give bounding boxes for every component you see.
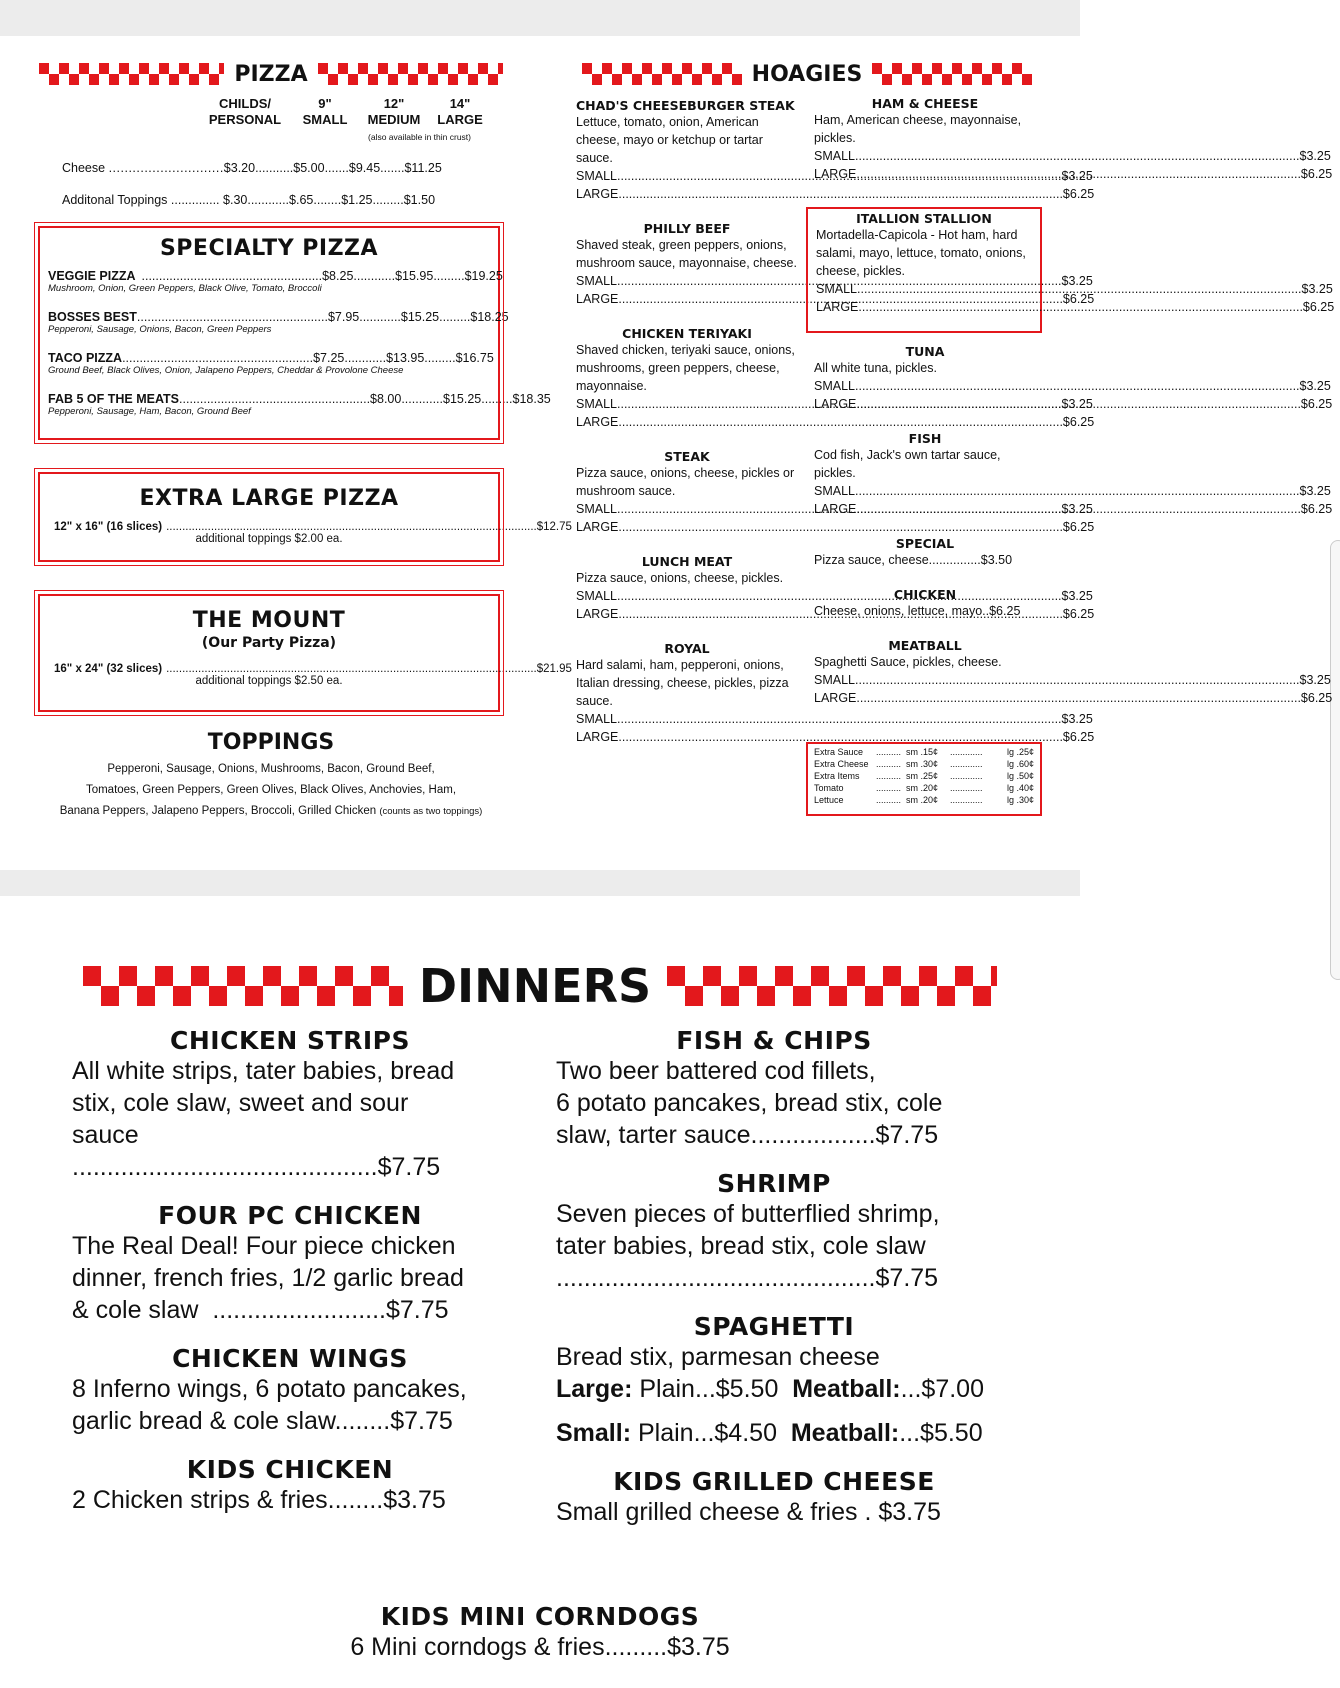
middle-divider-band — [0, 870, 1080, 896]
extras-row: Tomato .......... sm .20¢ ............. lg .40¢ — [814, 783, 1034, 793]
checker-right-icon — [318, 63, 503, 85]
mount-title: THE MOUNT — [192, 608, 346, 633]
hoagies-header — [574, 60, 1040, 88]
mount-row: 16" x 24" (32 slices) .................................................................................................................... $21.95 — [54, 663, 572, 675]
extras-row: Extra Items .......... sm .25¢ ............. lg .50¢ — [814, 771, 1034, 781]
extra-large-title: EXTRA LARGE PIZZA — [139, 486, 399, 511]
checker-right-icon — [872, 63, 1032, 85]
mount-box — [38, 594, 572, 712]
dinner-item: KIDS GRILLED CHEESE Small grilled cheese & fries . $3.75 — [556, 1467, 941, 1526]
col-header-medium: 12" MEDIUM — [367, 96, 421, 127]
toppings-line: Pepperoni, Sausage, Onions, Mushrooms, Bacon, Ground Beef, — [107, 763, 435, 775]
hoagie-item: TUNA All white tuna, pickles. SMALL ..... $3.25 LARGE ..... $6.25 — [814, 344, 1036, 413]
dinner-item: FISH & CHIPS Two beer battered cod fillets, 6 potato pancakes, bread stix, cole slaw, tarter sauce..................$7.75 — [556, 1026, 943, 1149]
pizza-header — [38, 60, 504, 88]
hoagie-item: LUNCH MEAT Pizza sauce, onions, cheese, pickles. SMALL ..... $3.25 LARGE ..... $6.25 — [576, 554, 798, 623]
col-header-large: 14" LARGE — [437, 96, 483, 127]
mount-note: additional toppings $2.50 ea. — [195, 675, 343, 687]
scrollbar[interactable] — [1330, 540, 1340, 980]
hoagie-item: ROYAL Hard salami, ham, pepperoni, onions, Italian dressing, cheese, pickles, pizza sauce. SMALL ..... $3.25 LARGE ..... $6.25 — [576, 641, 798, 746]
col-header-childs: CHILDS/ PERSONAL — [208, 96, 282, 127]
dinner-item: FOUR PC CHICKEN The Real Deal! Four piece chicken dinner, french fries, 1/2 garlic bread & cole slaw .........................$7.75 — [72, 1201, 464, 1324]
extra-large-box — [38, 472, 572, 562]
checker-right-icon — [667, 966, 997, 1006]
hoagie-item: MEATBALL Spaghetti Sauce, pickles, cheese. SMALL ..... $3.25 LARGE ..... $6.25 — [814, 638, 1036, 707]
specialty-item: BOSSES BEST ....................................................... $7.95 ............ $15.25 ......... $18.25 Pepperoni, Sausage, Onions, Bacon, Green Peppers — [48, 310, 509, 335]
extras-row: Extra Cheese .......... sm .30¢ ............. lg .60¢ — [814, 759, 1034, 769]
hoagie-item: STEAK Pizza sauce, onions, cheese, pickles or mushroom sauce. SMALL ..... $3.25 LARGE ..... $6.25 — [576, 449, 798, 536]
itallion-box: ITALLION STALLION Mortadella-Capicola - Hot ham, hard salami, mayo, lettuce, tomato, onions, cheese, pickles. SMALL ..... $3.25 LARGE ..... $6.25 — [806, 207, 1042, 333]
dinner-item: KIDS CHICKEN 2 Chicken strips & fries........$3.75 — [72, 1455, 446, 1514]
extras-box — [806, 742, 1042, 816]
specialty-item: VEGGIE PIZZA .................................................... $8.25 ............ $15.95 ......... $19.25 Mushroom, Onion, Green Peppers, Black Olive, Tomato, Broccoli — [48, 269, 503, 294]
extra-large-row: 12" x 16" (16 slices) .................................................................................................................... $12.75 — [54, 521, 572, 533]
extra-large-note: additional toppings $2.00 ea. — [195, 533, 343, 545]
hoagie-item: PHILLY BEEF Shaved steak, green peppers, onions, mushroom sauce, mayonnaise, cheese. SMALL ..... $3.25 LARGE ..... $6.25 — [576, 221, 798, 308]
hoagie-item: CHICKEN Cheese, onions, lettuce, mayo.. $6.25 — [814, 587, 1021, 618]
dinners-right-column — [556, 1026, 992, 1528]
toppings-line: Banana Peppers, Jalapeno Peppers, Broccoli, Grilled Chicken (counts as two toppings) — [59, 805, 483, 817]
toppings-title: TOPPINGS — [207, 730, 335, 755]
pizza-title: PIZZA — [234, 61, 308, 87]
specialty-item: TACO PIZZA ....................................................... $7.25 ............ $13.95 ......... $16.75 Ground Beef, Black Olives, Onion, Jalapeno Peppers, Cheddar & Provolone Cheese — [48, 351, 494, 376]
checker-left-icon — [39, 63, 224, 85]
specialty-item: FAB 5 OF THE MEATS ....................................................... $8.00 ............ $15.25 ......... $18.35 Pepperoni, Sausage, Ham, Bacon, Ground Beef — [48, 392, 551, 417]
pizza-row-toppings: Additonal Toppings .............. $.30............$.65........$1.25.........$1.50 — [62, 193, 436, 207]
hoagies-title: HOAGIES — [751, 61, 863, 87]
checker-left-icon — [582, 63, 742, 85]
specialty-pizza-box — [38, 226, 551, 440]
dinner-item: CHICKEN WINGS 8 Inferno wings, 6 potato pancakes, garlic bread & cole slaw........$7.75 — [72, 1344, 467, 1435]
toppings-line: Tomatoes, Green Peppers, Green Olives, Black Olives, Anchovies, Ham, — [85, 784, 457, 796]
specialty-items — [40, 269, 551, 417]
dinner-item: SHRIMP Seven pieces of butterflied shrimp, tater babies, bread stix, cole slaw ..............................................$7.75 — [556, 1169, 940, 1292]
col-header-small: 9" SMALL — [302, 96, 348, 127]
hoagie-item: SPECIAL Pizza sauce, cheese ............... $3.50 — [814, 536, 1013, 567]
toppings-section — [38, 730, 504, 822]
dinner-item: SPAGHETTI Bread stix, parmesan cheese Large: Plain...$5.50 Meatball:...$7.00 Small: Plain...$4.50 Meatball:...$5.50 — [556, 1312, 984, 1447]
dinners-title: DINNERS — [418, 959, 652, 1013]
mount-subtitle: (Our Party Pizza) — [201, 635, 337, 651]
dinners-header — [0, 958, 1080, 1014]
hoagie-item: CHAD'S CHEESEBURGER STEAK Lettuce, tomato, onion, American cheese, mayo or ketchup or tartar sauce. SMALL ..... $3.25 LARGE ..... $6.25 — [576, 98, 798, 203]
hoagie-item: CHICKEN TERIYAKI Shaved chicken, teriyaki sauce, onions, mushrooms, green peppers, cheese, mayonnaise. SMALL ..... $3.25 LARGE ..... $6.25 — [576, 326, 798, 431]
extras-row: Extra Sauce .......... sm .15¢ ............. lg .25¢ — [814, 747, 1034, 757]
hoagie-item: HAM & CHEESE Ham, American cheese, mayonnaise, pickles. SMALL ..... $3.25 LARGE ..... $6.25 — [814, 96, 1036, 183]
checker-left-icon — [83, 966, 403, 1006]
dinner-item: CHICKEN STRIPS All white strips, tater babies, bread stix, cole slaw, sweet and sour sauce ............................................$7.75 — [72, 1026, 455, 1181]
kids-corndogs: KIDS MINI CORNDOGS 6 Mini corndogs & fries.........$3.75 — [350, 1602, 730, 1661]
specialty-title: SPECIALTY PIZZA — [159, 236, 379, 261]
pizza-row-cheese: Cheese .............................$3.20...........$5.00.......$9.45.......$11.25 — [62, 161, 442, 175]
extras-row: Lettuce .......... sm .20¢ ............. lg .30¢ — [814, 795, 1034, 805]
dinners-left-column — [72, 1026, 508, 1516]
hoagie-item: FISH Cod fish, Jack's own tartar sauce, pickles. SMALL ..... $3.25 LARGE ..... $6.25 — [814, 431, 1036, 518]
thin-crust-note: (also available in thin crust) — [368, 132, 471, 142]
top-divider-band — [0, 0, 1080, 36]
